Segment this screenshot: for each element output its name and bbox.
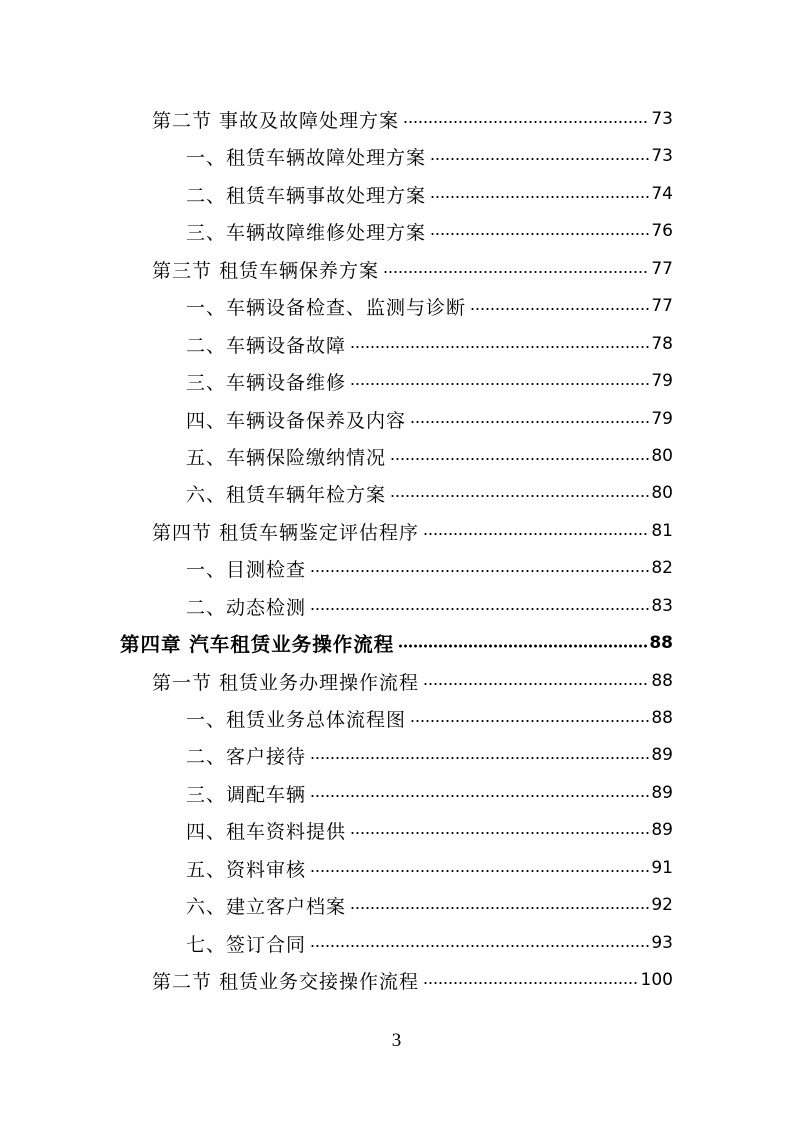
toc-entry[interactable]	[152, 516, 673, 546]
dot-leader	[310, 569, 649, 573]
toc-entry[interactable]	[186, 591, 673, 621]
toc-entry-label: 六、建立客户档案	[186, 895, 347, 918]
toc-entry-page: 91	[651, 858, 673, 878]
toc-entry[interactable]	[152, 104, 673, 134]
dot-leader	[310, 794, 649, 798]
dot-leader	[430, 195, 649, 199]
dot-leader	[398, 644, 647, 648]
dot-leader	[470, 307, 649, 311]
toc-entry-page: 77	[651, 259, 673, 279]
toc-entry-label: 一、目测检查	[186, 558, 307, 581]
dot-leader	[350, 831, 649, 835]
toc-entry-page: 100	[640, 970, 673, 990]
toc-entry-label: 二、客户接待	[186, 745, 307, 768]
toc-entry-page: 80	[651, 446, 673, 466]
toc-entry-page: 79	[651, 371, 673, 391]
dot-leader	[350, 382, 649, 386]
toc-entry-page: 89	[651, 783, 673, 803]
toc-entry-label: 一、租赁业务总体流程图	[186, 708, 407, 731]
toc-entry-page: 89	[651, 745, 673, 765]
toc-entry[interactable]	[186, 740, 673, 770]
toc-entry[interactable]	[186, 928, 673, 958]
toc-entry-page: 93	[651, 933, 673, 953]
dot-leader	[430, 232, 649, 236]
toc-entry-page: 79	[651, 409, 673, 429]
toc-entry-page: 80	[651, 483, 673, 503]
toc-entry-label: 二、租赁车辆事故处理方案	[186, 184, 427, 207]
toc-entry[interactable]	[186, 216, 673, 246]
toc-entry-page: 78	[651, 334, 673, 354]
dot-leader	[410, 719, 649, 723]
toc-entry[interactable]	[186, 179, 673, 209]
toc-entry-label: 第二节 租赁业务交接操作流程	[152, 970, 420, 993]
toc-entry[interactable]	[186, 703, 673, 733]
dot-leader	[403, 120, 649, 124]
toc-entry-label: 四、租车资料提供	[186, 820, 347, 843]
toc-entry[interactable]	[186, 366, 673, 396]
toc-entry-page: 92	[651, 895, 673, 915]
toc-entry-label: 一、租赁车辆故障处理方案	[186, 146, 427, 169]
dot-leader	[310, 607, 649, 611]
toc-entry[interactable]	[186, 553, 673, 583]
dot-leader	[350, 906, 649, 910]
toc-entry-label: 三、车辆故障维修处理方案	[186, 221, 427, 244]
toc-entry[interactable]	[186, 778, 673, 808]
toc-entry-label: 第四节 租赁车辆鉴定评估程序	[152, 521, 420, 544]
dot-leader	[350, 345, 649, 349]
toc-entry-page: 74	[651, 184, 673, 204]
toc-entry-label: 二、动态检测	[186, 596, 307, 619]
toc-entry-label: 四、车辆设备保养及内容	[186, 409, 407, 432]
toc-entry-label: 三、车辆设备维修	[186, 371, 347, 394]
toc-entry[interactable]	[186, 141, 673, 171]
toc-entry[interactable]	[152, 666, 673, 696]
toc-entry-label: 第二节 事故及故障处理方案	[152, 109, 400, 132]
dot-leader	[423, 532, 649, 536]
toc-entry[interactable]	[186, 404, 673, 434]
toc-entry-page: 89	[651, 820, 673, 840]
toc-entry[interactable]	[186, 441, 673, 471]
toc-entry-label: 五、车辆保险缴纳情况	[186, 446, 387, 469]
dot-leader	[390, 457, 649, 461]
dot-leader	[310, 756, 649, 760]
dot-leader	[310, 944, 649, 948]
toc-entry-page: 81	[651, 521, 673, 541]
toc-entry-page: 73	[651, 109, 673, 129]
toc-entry-label: 六、租赁车辆年检方案	[186, 483, 387, 506]
toc-entry-label: 第一节 租赁业务办理操作流程	[152, 671, 420, 694]
toc-entry[interactable]	[152, 965, 673, 995]
toc-entry-label: 二、车辆设备故障	[186, 334, 347, 357]
toc-entry[interactable]	[152, 254, 673, 284]
toc-chapter-entry[interactable]	[120, 628, 673, 658]
toc-entry-label: 五、资料审核	[186, 858, 307, 881]
dot-leader	[430, 157, 649, 161]
dot-leader	[423, 981, 639, 985]
page-number: 3	[391, 1030, 402, 1051]
toc-entry[interactable]	[186, 478, 673, 508]
toc-entry-page: 77	[651, 296, 673, 316]
toc-entry-label: 七、签订合同	[186, 933, 307, 956]
toc-entry-label: 一、车辆设备检查、监测与诊断	[186, 296, 467, 319]
dot-leader	[383, 270, 649, 274]
toc-entry[interactable]	[186, 853, 673, 883]
toc-entry[interactable]	[186, 890, 673, 920]
toc-entry-page: 73	[651, 146, 673, 166]
toc-entry[interactable]	[186, 815, 673, 845]
toc-entry-page: 76	[651, 221, 673, 241]
toc-entry-label: 第三节 租赁车辆保养方案	[152, 259, 380, 282]
toc-entry-page: 83	[651, 596, 673, 616]
dot-leader	[423, 682, 649, 686]
dot-leader	[310, 869, 649, 873]
toc-entry-label: 第四章 汽车租赁业务操作流程	[120, 633, 395, 656]
toc-entry-label: 三、调配车辆	[186, 783, 307, 806]
dot-leader	[390, 494, 649, 498]
toc-entry-page: 88	[651, 671, 673, 691]
toc-entry[interactable]	[186, 291, 673, 321]
toc-entry-page: 88	[651, 708, 673, 728]
toc-entry-page: 88	[649, 633, 673, 653]
toc-entry[interactable]	[186, 329, 673, 359]
dot-leader	[410, 420, 649, 424]
toc-entry-page: 82	[651, 558, 673, 578]
